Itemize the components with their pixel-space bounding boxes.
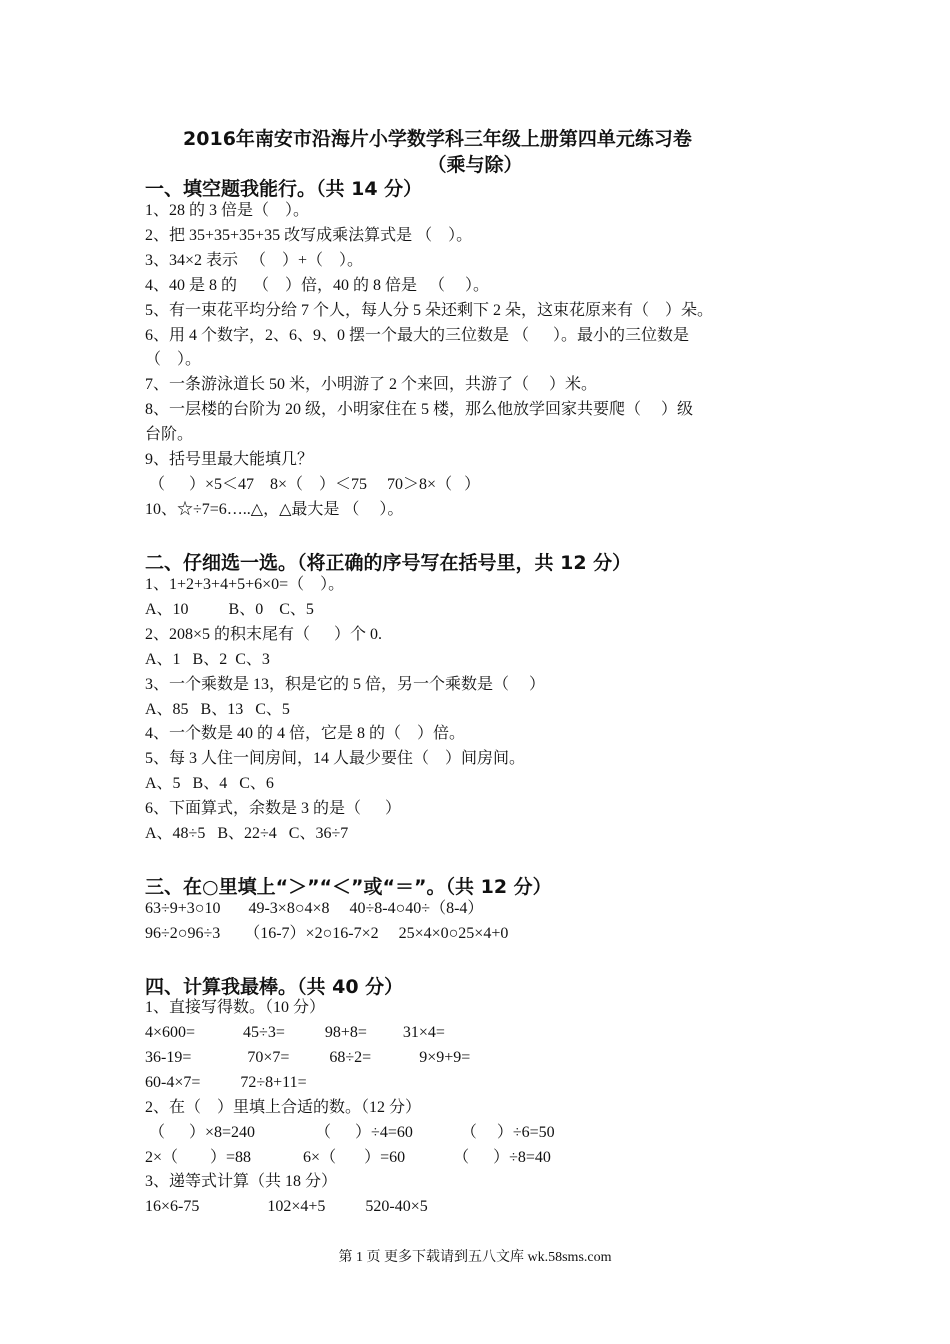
question-line: 6、用 4 个数字，2、6、9、0 摆一个最大的三位数是 （ ）。最小的三位数是	[145, 327, 690, 344]
section-heading-compare: 三、在○里填上“＞”“＜”或“＝”。（共 12 分）	[145, 876, 552, 898]
question-line: 台阶。	[145, 426, 194, 443]
choice-line: A、1 B、2 C、3	[145, 651, 270, 668]
question-line: 4、一个数是 40 的 4 倍，它是 8 的（ ）倍。	[145, 725, 466, 742]
question-line: 4、40 是 8 的 （ ）倍，40 的 8 倍是 （ ）。	[145, 277, 490, 294]
question-line: （ ）。	[145, 351, 202, 368]
question-line: 8、一层楼的台阶为 20 级，小明家住在 5 楼，那么他放学回家共要爬（ ）级	[145, 401, 694, 418]
page-footer: 第 1 页 更多下载请到五八文库 wk.58sms.com	[338, 1250, 612, 1265]
choice-line: A、85 B、13 C、5	[145, 701, 290, 718]
question-line: 3、递等式计算（共 18 分）	[145, 1173, 338, 1190]
choice-line: A、5 B、4 C、6	[145, 775, 274, 792]
section-heading-fill-in: 一、填空题我能行。（共 14 分）	[145, 178, 423, 200]
question-line: 5、有一束花平均分给 7 个人，每人分 5 朵还剩下 2 朵，这束花原来有（ ）朵。	[145, 302, 714, 319]
choice-line: A、48÷5 B、22÷4 C、36÷7	[145, 825, 349, 842]
calc-line: 16×6-75 102×4+5 520-40×5	[145, 1198, 428, 1215]
question-line: 1、28 的 3 倍是（ ）。	[145, 202, 310, 219]
section-heading-calculation: 四、计算我最棒。（共 40 分）	[145, 976, 404, 998]
question-line: 9、括号里最大能填几？	[145, 451, 314, 468]
choice-line: A、10 B、0 C、5	[145, 601, 314, 618]
question-line: 3、一个乘数是 13，积是它的 5 倍，另一个乘数是（ ）	[145, 676, 546, 693]
question-line: 2、把 35+35+35+35 改写成乘法算式是 （ ）。	[145, 227, 473, 244]
calc-line: 60-4×7= 72÷8+11=	[145, 1074, 307, 1091]
question-line: 10、☆÷7=6…..△，△最大是 （ ）。	[145, 501, 404, 518]
question-line: 7、一条游泳道长 50 米，小明游了 2 个来回，共游了（ ）米。	[145, 376, 598, 393]
calc-line: 2×（ ）=88 6×（ ）=60 （ ）÷8=40	[145, 1149, 551, 1166]
document-title: 2016年南安市沿海片小学数学科三年级上册第四单元练习卷	[183, 128, 692, 150]
question-line: 2、208×5 的积末尾有（ ）个 0.	[145, 626, 383, 643]
question-line: 1、1+2+3+4+5+6×0=（ ）。	[145, 576, 345, 593]
question-line: （ ）×5＜47 8×（ ）＜75 70＞8×（ ）	[145, 476, 481, 493]
compare-line: 63÷9+3○10 49-3×8○4×8 40÷8-4○40÷（8-4）	[145, 900, 484, 917]
question-line: 3、34×2 表示 （ ）+（ ）。	[145, 252, 364, 269]
question-line: 2、在（ ）里填上合适的数。（12 分）	[145, 1099, 422, 1116]
calc-line: 4×600= 45÷3= 98+8= 31×4=	[145, 1024, 445, 1041]
document-subtitle: （乘与除）	[427, 154, 523, 176]
question-line: 6、下面算式，余数是 3 的是（ ）	[145, 800, 402, 817]
question-line: 1、直接写得数。（10 分）	[145, 999, 326, 1016]
compare-line: 96÷2○96÷3 （16-7）×2○16-7×2 25×4×0○25×4+0	[145, 925, 509, 942]
calc-line: （ ）×8=240 （ ）÷4=60 （ ）÷6=50	[145, 1124, 555, 1141]
calc-line: 36-19= 70×7= 68÷2= 9×9+9=	[145, 1049, 471, 1066]
section-heading-multiple-choice: 二、仔细选一选。（将正确的序号写在括号里，共 12 分）	[145, 552, 632, 574]
question-line: 5、每 3 人住一间房间，14 人最少要住（ ）间房间。	[145, 750, 526, 767]
